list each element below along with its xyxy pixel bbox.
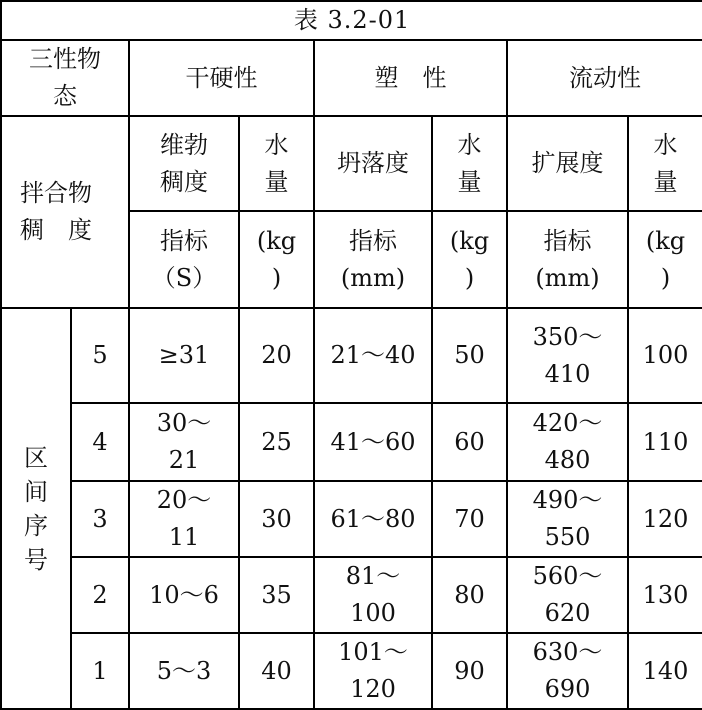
mix-consistency-label: 拌合物 稠 度 bbox=[1, 116, 129, 308]
spread-cell: 630～ 690 bbox=[507, 633, 628, 709]
water-cell: 20 bbox=[239, 308, 314, 403]
group-header-row bbox=[1, 40, 702, 116]
slump-cell: 81～ 100 bbox=[314, 557, 432, 633]
water-unit-2: (kg ) bbox=[432, 211, 507, 308]
state-label: 三性物 态 bbox=[1, 40, 129, 116]
water-cell: 50 bbox=[432, 308, 507, 403]
seq-cell: 2 bbox=[71, 557, 129, 633]
spread-header: 扩展度 bbox=[507, 116, 628, 211]
slump-cell: 21～40 bbox=[314, 308, 432, 403]
seq-cell: 5 bbox=[71, 308, 129, 403]
water-cell: 110 bbox=[628, 403, 702, 481]
vebe-cell: 30～ 21 bbox=[129, 403, 239, 481]
water-header-1: 水 量 bbox=[239, 116, 314, 211]
water-cell: 120 bbox=[628, 481, 702, 557]
table-row bbox=[1, 481, 702, 557]
water-cell: 35 bbox=[239, 557, 314, 633]
water-header-2: 水 量 bbox=[432, 116, 507, 211]
spread-cell: 490～ 550 bbox=[507, 481, 628, 557]
slump-cell: 101～ 120 bbox=[314, 633, 432, 709]
vebe-cell: 10～6 bbox=[129, 557, 239, 633]
title-row bbox=[1, 1, 702, 40]
water-cell: 90 bbox=[432, 633, 507, 709]
spread-unit: 指标 (mm) bbox=[507, 211, 628, 308]
table-title: 表 3.2-01 bbox=[1, 1, 702, 40]
spread-cell: 350～ 410 bbox=[507, 308, 628, 403]
seq-cell: 4 bbox=[71, 403, 129, 481]
vebe-unit: 指标 （S） bbox=[129, 211, 239, 308]
group-dry-hard: 干硬性 bbox=[129, 40, 314, 116]
water-cell: 25 bbox=[239, 403, 314, 481]
vebe-cell: 5～3 bbox=[129, 633, 239, 709]
water-header-3: 水 量 bbox=[628, 116, 702, 211]
water-cell: 60 bbox=[432, 403, 507, 481]
vebe-cell: 20～ 11 bbox=[129, 481, 239, 557]
table-row bbox=[1, 557, 702, 633]
seq-cell: 1 bbox=[71, 633, 129, 709]
slump-header: 坍落度 bbox=[314, 116, 432, 211]
water-unit-3: (kg ) bbox=[628, 211, 702, 308]
interval-label: 区 间 序 号 bbox=[1, 308, 71, 709]
water-cell: 70 bbox=[432, 481, 507, 557]
seq-cell: 3 bbox=[71, 481, 129, 557]
spread-cell: 560～ 620 bbox=[507, 557, 628, 633]
water-cell: 40 bbox=[239, 633, 314, 709]
water-cell: 80 bbox=[432, 557, 507, 633]
water-unit-1: (kg ) bbox=[239, 211, 314, 308]
table-row bbox=[1, 633, 702, 709]
slump-cell: 41～60 bbox=[314, 403, 432, 481]
water-cell: 100 bbox=[628, 308, 702, 403]
table-row bbox=[1, 308, 702, 403]
slump-unit: 指标 (mm) bbox=[314, 211, 432, 308]
slump-cell: 61～80 bbox=[314, 481, 432, 557]
group-fluid: 流动性 bbox=[507, 40, 702, 116]
water-cell: 140 bbox=[628, 633, 702, 709]
group-plastic: 塑 性 bbox=[314, 40, 507, 116]
table-row bbox=[1, 403, 702, 481]
vebe-header: 维勃 稠度 bbox=[129, 116, 239, 211]
water-cell: 30 bbox=[239, 481, 314, 557]
vebe-cell: ≥31 bbox=[129, 308, 239, 403]
water-cell: 130 bbox=[628, 557, 702, 633]
spread-cell: 420～ 480 bbox=[507, 403, 628, 481]
metric-name-row bbox=[1, 116, 702, 211]
